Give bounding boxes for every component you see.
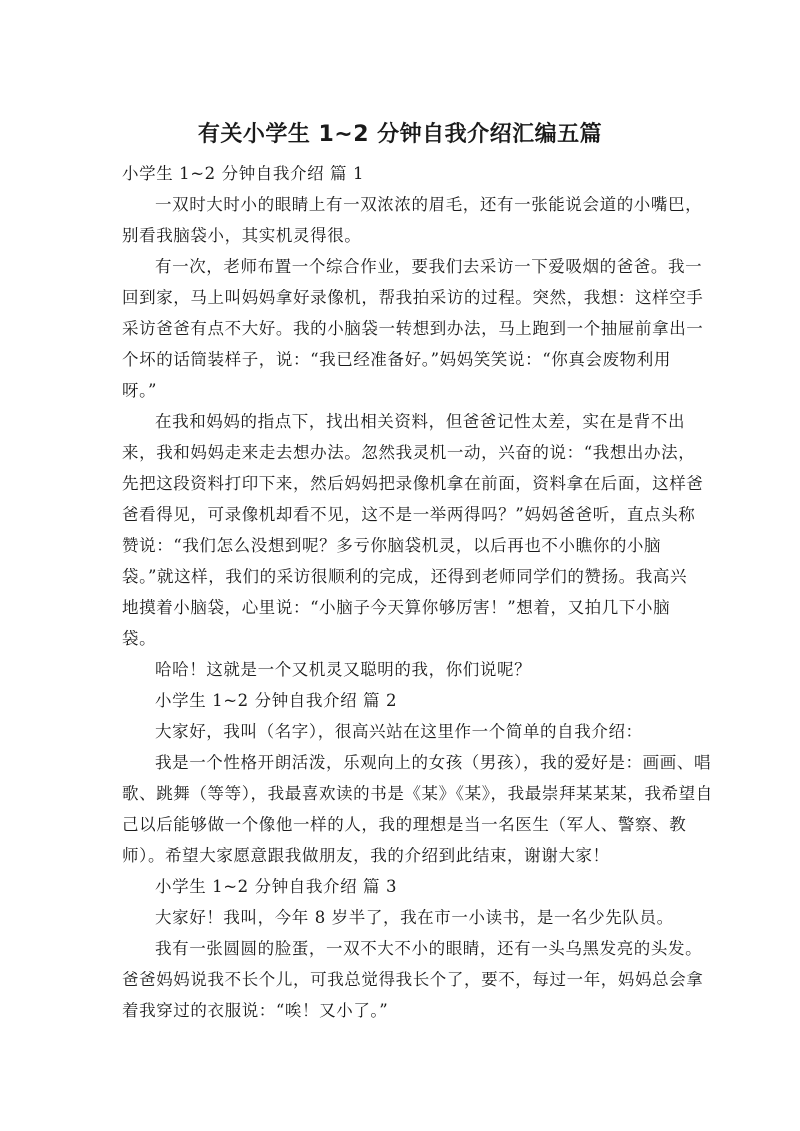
text-line: 小学生 1~2 分钟自我介绍 篇 1 <box>122 164 365 183</box>
text-line: 歌、跳舞（等等），我最喜欢读的书是《某》《某》，我最崇拜某某某，我希望自 <box>122 784 713 803</box>
text-line: 别看我脑袋小，其实机灵得很。 <box>122 226 362 245</box>
text-line: 个坏的话筒装样子，说：“我已经准备好。”妈妈笑笑说：“你真会废物利用 <box>122 350 671 369</box>
document-title: 有关小学生 1~2 分钟自我介绍汇编五篇 <box>197 122 603 147</box>
text-line: 回到家，马上叫妈妈拿好录像机，帮我拍采访的过程。突然，我想：这样空手 <box>122 288 704 307</box>
text-line: 先把这段资料打印下来，然后妈妈把录像机拿在前面，资料拿在后面，这样爸 <box>122 474 704 493</box>
text-line: 小学生 1~2 分钟自我介绍 篇 3 <box>155 877 398 896</box>
text-line: 己以后能够做一个像他一样的人，我的理想是当一名医生（军人、警察、教 <box>122 815 687 834</box>
text-line: 在我和妈妈的指点下，找出相关资料，但爸爸记性太差，实在是背不出 <box>155 412 686 431</box>
text-line: 我是一个性格开朗活泼，乐观向上的女孩（男孩），我的爱好是：画画、唱 <box>155 753 712 772</box>
text-line: 袋。”就这样，我们的采访很顺利的完成，还得到老师同学们的赞扬。我高兴 <box>122 567 688 586</box>
text-line: 一双时大时小的眼睛上有一双浓浓的眉毛，还有一张能说会道的小嘴巴， <box>155 195 703 214</box>
document-body <box>122 158 713 1026</box>
text-line: 爸看得见，可录像机却看不见，这不是一举两得吗？”妈妈爸爸听，直点头称 <box>122 505 696 524</box>
text-line: 大家好，我叫（名字），很高兴站在这里作一个简单的自我介绍： <box>155 722 643 741</box>
text-line: 呀。” <box>122 381 157 400</box>
text-line: 赞说：“我们怎么没想到呢？多亏你脑袋机灵，以后再也不小瞧你的小脑 <box>122 536 662 555</box>
text-line: 哈哈！这就是一个又机灵又聪明的我，你们说呢？ <box>155 660 532 679</box>
text-line: 来，我和妈妈走来走去想办法。忽然我灵机一动，兴奋的说：“我想出办法， <box>122 443 696 462</box>
text-line: 着我穿过的衣服说：“唉！又小了。” <box>122 1001 389 1020</box>
text-line: 地摸着小脑袋，心里说：“小脑子今天算你够厉害！”想着，又拍几下小脑 <box>122 598 671 617</box>
text-line: 爸爸妈妈说我不长个儿，可我总觉得我长个了，要不，每过一年，妈妈总会拿 <box>122 970 704 989</box>
text-line: 有一次，老师布置一个综合作业，要我们去采访一下爱吸烟的爸爸。我一 <box>155 257 703 276</box>
text-line: 我有一张圆圆的脸蛋，一双不大不小的眼睛，还有一头乌黑发亮的头发。 <box>155 939 703 958</box>
text-line: 袋。 <box>122 629 157 648</box>
text-line: 小学生 1~2 分钟自我介绍 篇 2 <box>155 691 398 710</box>
text-line: 师）。希望大家愿意跟我做朋友，我的介绍到此结束，谢谢大家！ <box>122 846 610 865</box>
text-line: 大家好！我叫，今年 8 岁半了，我在市一小读书，是一名少先队员。 <box>155 908 674 927</box>
text-line: 采访爸爸有点不大好。我的小脑袋一转想到办法，马上跑到一个抽屉前拿出一 <box>122 319 704 338</box>
